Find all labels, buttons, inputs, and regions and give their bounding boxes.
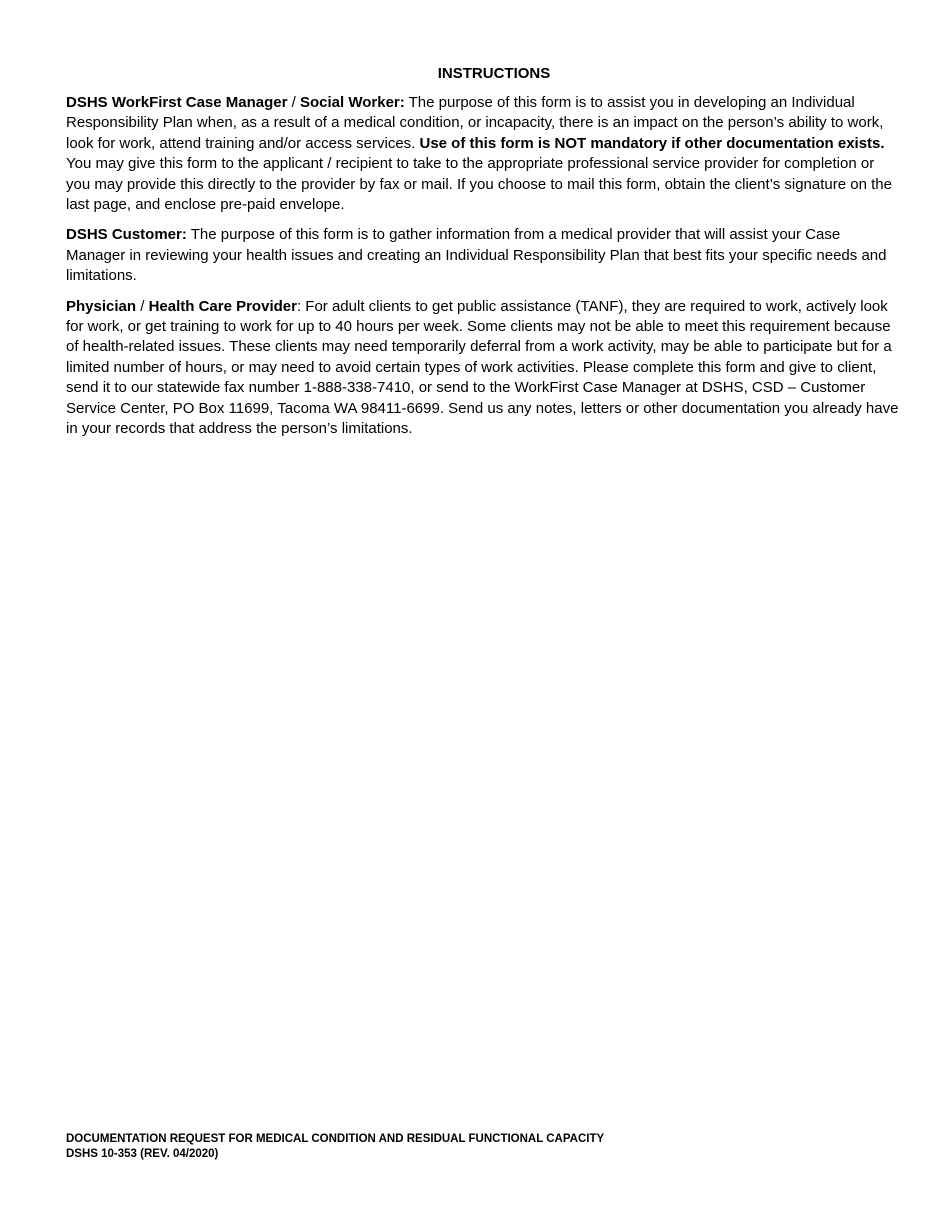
provider-text: : For adult clients to get public assistance (TANF), they are required to work, actively look for work, or get training to work for up to 40 hours per week. Some clients may not be able to meet this requirement because of health-related issues. These clients may need temporarily deferral from a work activity, may be able to participate but for a limited number of hours, or may need to avoid certain types of work activities. Please complete this form and give to client, send it to our statewide fax number 1-888-338-7410, or send to the WorkFirst Case Manager at DSHS, CSD – Customer Service Center, PO Box 11699, Tacoma WA 98411-6699. Send us any notes, letters or other documentation you already have in your records that address the person’s limitations. [66,297,899,438]
case-manager-label: DSHS WorkFirst Case Manager [66,94,288,111]
case-manager-emphasis: Use of this form is NOT mandatory if other documentation exists. [419,134,885,152]
customer-label: DSHS Customer: [66,226,187,244]
provider-separator: / [136,297,149,315]
social-worker-label: Social Worker: [299,94,405,111]
page-title: INSTRUCTIONS [437,65,551,82]
provider-paragraph [66,297,901,440]
form-title: DOCUMENTATION REQUEST FOR MEDICAL CONDITION AND RESIDUAL FUNCTIONAL CAPACITY [66,1133,605,1145]
instructions-body [66,93,901,450]
physician-label: Physician [66,297,137,315]
health-care-provider-label: Health Care Provider [148,297,297,315]
case-manager-text-2: You may give this form to the applicant / recipient to take to the appropriate professional service provider for completion or you may provide this directly to the provider by fax or mail. If you choose to mail this form, obtain the client’s signature on the last page, and enclose pre-paid envelope. [66,155,892,214]
customer-text: The purpose of this form is to gather information from a medical provider that will assist your Case Manager in reviewing your health issues and creating an Individual Responsibility Plan that best fits your specific needs and limitations. [66,226,887,285]
form-number: DSHS 10-353 (REV. 04/2020) [66,1148,219,1160]
case-manager-separator: / [287,94,300,111]
form-footer [66,1132,604,1162]
case-manager-paragraph [66,93,901,215]
customer-paragraph [66,225,901,286]
case-manager-text-1: The purpose of this form is to assist you in developing an Individual Responsibility Plan when, as a result of a medical condition, or incapacity, there is an impact on the person’s ability to work, look for work, attend training and/or access services. [66,94,884,152]
